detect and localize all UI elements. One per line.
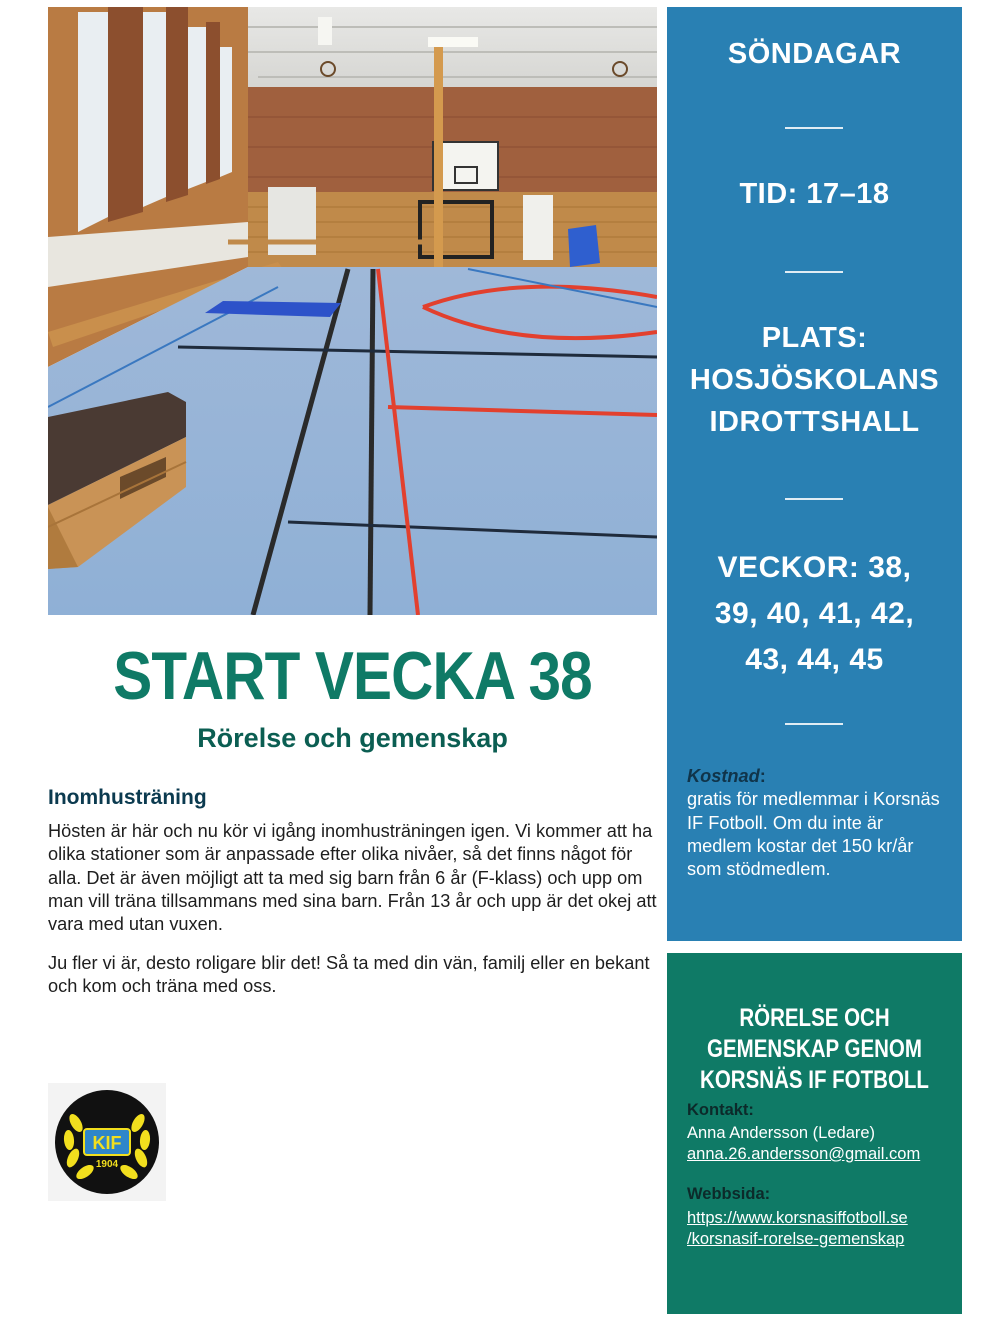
website-link[interactable] (687, 1208, 959, 1250)
website-label: Webbsida: (687, 1185, 771, 1203)
website-link-line-1: https://www.korsnasiffotboll.se (687, 1209, 908, 1227)
schedule-place-name: HOSJÖSKOLANS (689, 364, 940, 396)
website-link-line-2: /korsnasif-rorelse-gemenskap (687, 1230, 905, 1248)
contact-label: Kontakt: (687, 1101, 754, 1119)
intro-paragraph: Hösten är här och nu kör vi igång inomhusträningen igen. Vi kommer att ha olika stationer som är anpassade efter olika nivåer, så det finns något för alla. Det är även möjligt att ta med sig barn från 6 år (F-klass) och upp om man vill träna tillsammans med sina barn. Från 13 år och upp är det okej att vara med utan vuxen. (48, 821, 657, 935)
cost-label: Kostnad (687, 766, 760, 786)
schedule-place-label: PLATS: (761, 322, 868, 354)
kif-logo (48, 1083, 166, 1201)
contact-email-link[interactable]: anna.26.andersson@gmail.com (687, 1145, 921, 1163)
logo-year: 1904 (95, 1159, 119, 1170)
info-title-line-3: KORSNÄS IF FOTBOLL (700, 1066, 929, 1094)
invite-paragraph: Ju fler vi är, desto roligare blir det! Så ta med din vän, familj eller en bekant och kom och träna med oss. (48, 953, 650, 997)
schedule-panel (667, 7, 962, 941)
cost-block (687, 765, 947, 881)
headline: START VECKA 38 (113, 638, 592, 714)
schedule-day: SÖNDAGAR (727, 38, 902, 70)
schedule-weeks-1: VECKOR: 38, (717, 551, 912, 584)
cost-colon: : (759, 766, 766, 786)
info-title (694, 1003, 936, 1096)
info-title-line-2: GEMENSKAP GENOM (707, 1035, 922, 1063)
divider (785, 271, 843, 273)
logo-text: KIF (92, 1133, 122, 1153)
schedule-time: TID: 17–18 (739, 178, 890, 210)
subheadline: Rörelse och gemenskap (197, 723, 508, 753)
info-panel (667, 953, 962, 1314)
divider (785, 127, 843, 129)
cost-text: gratis för medlemmar i Korsnäs IF Fotboll. Om du inte är medlem kostar det 150 kr/år som stödmedlem. (687, 789, 940, 880)
schedule-weeks-2: 39, 40, 41, 42, (714, 597, 915, 630)
section-heading: Inomhusträning (48, 786, 207, 809)
contact-name: Anna Andersson (Ledare) (687, 1124, 876, 1142)
schedule-place-hall: IDROTTSHALL (709, 406, 920, 438)
divider (785, 723, 843, 725)
divider (785, 498, 843, 500)
schedule-weeks-3: 43, 44, 45 (745, 643, 884, 676)
gym-hall-photo (48, 7, 657, 615)
info-title-line-1: RÖRELSE OCH (739, 1004, 890, 1032)
